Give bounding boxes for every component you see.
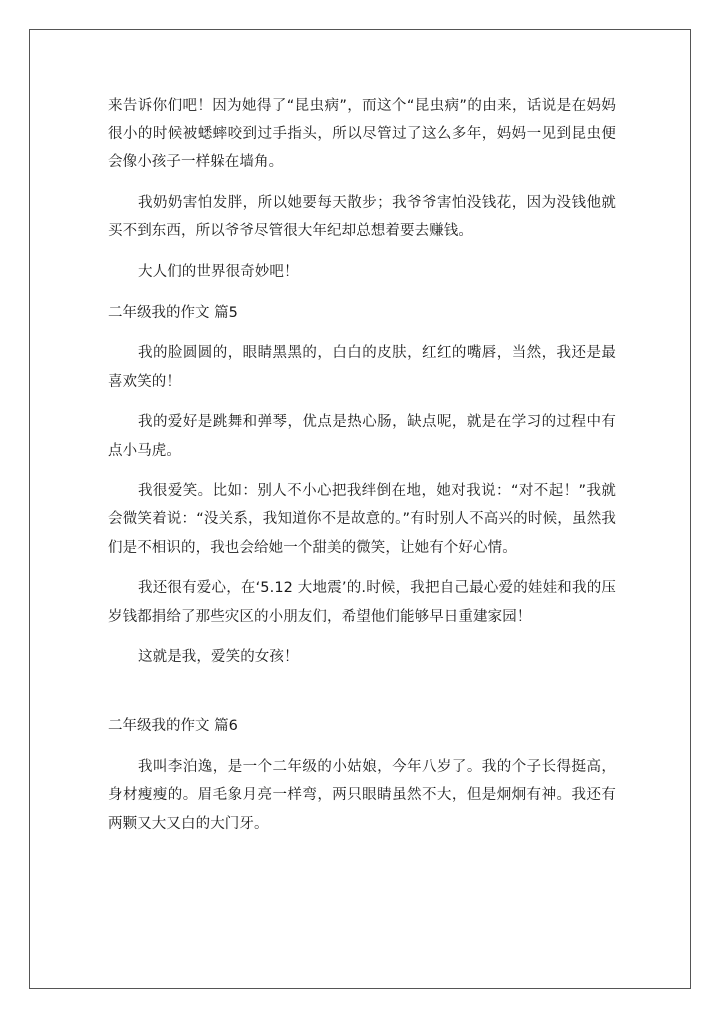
paragraph: 来告诉你们吧！因为她得了“昆虫病”，而这个“昆虫病”的由来，话说是在妈妈很小的时候被蟋蟀咬到过手指头，所以尽管过了这么多年，妈妈一见到昆虫便会像小孩子一样躲在墙角。 bbox=[108, 98, 616, 171]
paragraph: 我很爱笑。比如：别人不小心把我绊倒在地，她对我说：“对不起！”我就会微笑着说：“没关系，我知道你不是故意的。”有时别人不高兴的时候，虽然我们是不相识的，我也会给她一个甜美的微笑，让她有个好心情。 bbox=[108, 483, 616, 556]
paragraph: 大人们的世界很奇妙吧！ bbox=[138, 264, 299, 281]
document-body bbox=[108, 92, 616, 838]
paragraph: 我叫李泊逸，是一个二年级的小姑娘，今年八岁了。我的个子长得挺高，身材瘦瘦的。眉毛象月亮一样弯，两只眼睛虽然不大，但是炯炯有神。我还有两颗又大又白的大门牙。 bbox=[108, 759, 616, 832]
paragraph: 我还很有爱心，在‘5.12 大地震’的.时候，我把自己最心爱的娃娃和我的压岁钱都捐给了那些灾区的小朋友们，希望他们能够早日重建家园！ bbox=[108, 580, 616, 625]
paragraph: 我的爱好是跳舞和弹琴，优点是热心肠，缺点呢，就是在学习的过程中有点小马虎。 bbox=[108, 414, 616, 459]
paragraph: 这就是我，爱笑的女孩！ bbox=[138, 649, 299, 666]
section-heading: 二年级我的作文 篇6 bbox=[108, 718, 238, 735]
paragraph: 我奶奶害怕发胖，所以她要每天散步；我爷爷害怕没钱花，因为没钱他就买不到东西，所以爷爷尽管很大年纪却总想着要去赚钱。 bbox=[108, 195, 616, 240]
paragraph: 我的脸圆圆的，眼睛黑黑的，白白的皮肤，红红的嘴唇，当然，我还是最喜欢笑的！ bbox=[108, 345, 616, 390]
section-heading: 二年级我的作文 篇5 bbox=[108, 304, 238, 321]
